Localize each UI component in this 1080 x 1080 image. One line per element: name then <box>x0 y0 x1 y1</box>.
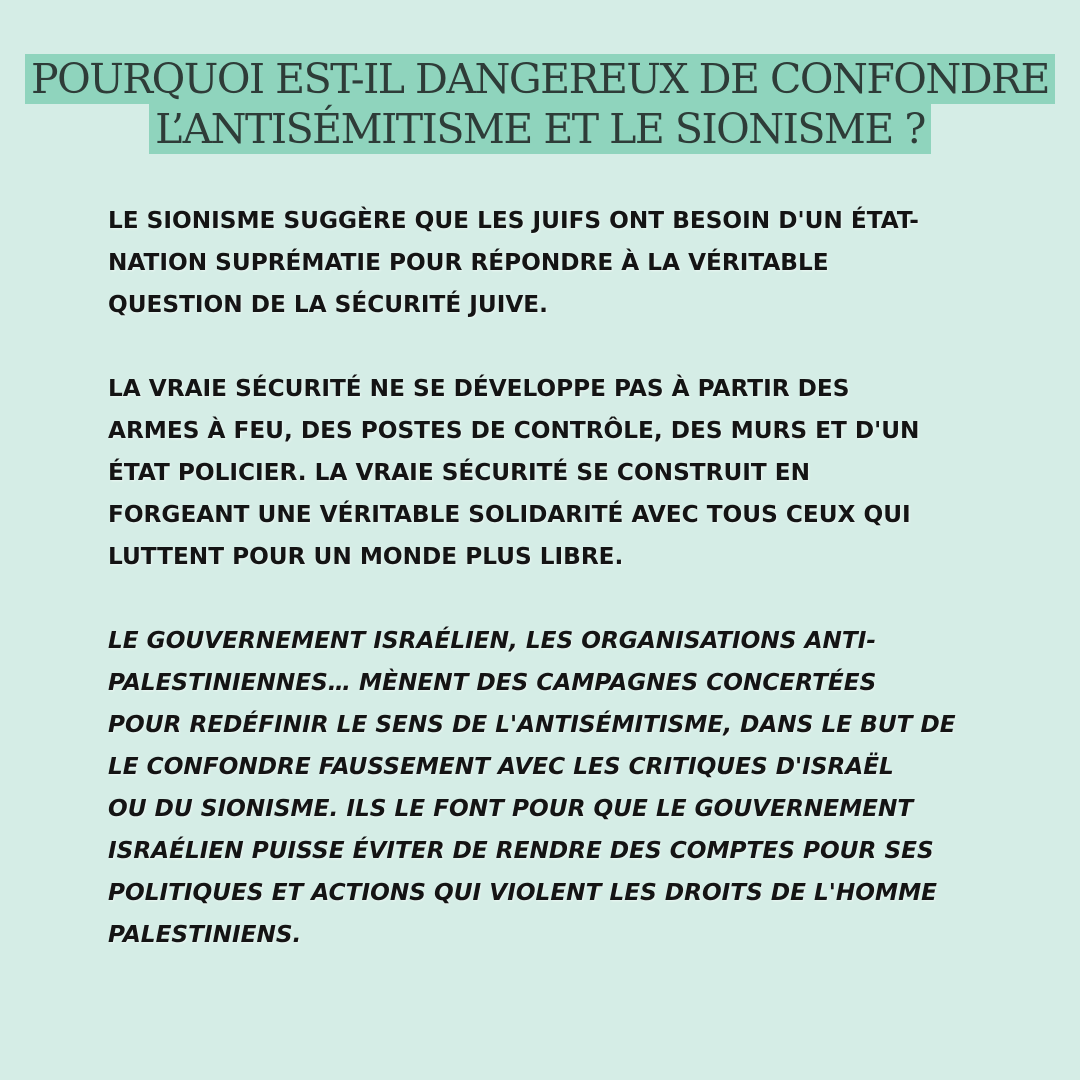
paragraph-zionism-claim <box>108 200 1008 326</box>
title-block <box>0 54 1080 154</box>
text-line: LA VRAIE SÉCURITÉ NE SE DÉVELOPPE PAS À PARTIR DES <box>108 375 850 402</box>
body-text <box>108 200 1008 956</box>
text-line: PALESTINIENS. <box>108 921 302 948</box>
text-line: FORGEANT UNE VÉRITABLE SOLIDARITÉ AVEC TOUS CEUX QUI <box>108 501 911 528</box>
title-line-2: L’ANTISÉMITISME ET LE SIONISME ? <box>149 104 931 154</box>
text-line: ARMES À FEU, DES POSTES DE CONTRÔLE, DES MURS ET D'UN <box>108 417 920 444</box>
paragraph-true-security <box>108 368 1008 578</box>
text-line: ISRAÉLIEN PUISSE ÉVITER DE RENDRE DES COMPTES POUR SES <box>108 837 934 864</box>
text-line: POLITIQUES ET ACTIONS QUI VIOLENT LES DROITS DE L'HOMME <box>108 879 938 906</box>
text-line: LE GOUVERNEMENT ISRAÉLIEN, LES ORGANISATIONS ANTI- <box>108 627 876 654</box>
text-line: OU DU SIONISME. ILS LE FONT POUR QUE LE GOUVERNEMENT <box>108 795 914 822</box>
paragraph-government-campaigns <box>108 620 1008 956</box>
text-line: ÉTAT POLICIER. LA VRAIE SÉCURITÉ SE CONSTRUIT EN <box>108 459 811 486</box>
text-line: PALESTINIENNES… MÈNENT DES CAMPAGNES CONCERTÉES <box>108 669 877 696</box>
text-line: LE CONFONDRE FAUSSEMENT AVEC LES CRITIQUES D'ISRAËL <box>108 753 894 780</box>
title-line-1: POURQUOI EST-IL DANGEREUX DE CONFONDRE <box>25 54 1055 104</box>
text-line: LUTTENT POUR UN MONDE PLUS LIBRE. <box>108 543 624 570</box>
text-line: POUR REDÉFINIR LE SENS DE L'ANTISÉMITISME, DANS LE BUT DE <box>108 711 956 738</box>
text-line: LE SIONISME SUGGÈRE QUE LES JUIFS ONT BESOIN D'UN ÉTAT- <box>108 207 919 234</box>
text-line: QUESTION DE LA SÉCURITÉ JUIVE. <box>108 291 548 318</box>
text-line: NATION SUPRÉMATIE POUR RÉPONDRE À LA VÉRITABLE <box>108 249 829 276</box>
